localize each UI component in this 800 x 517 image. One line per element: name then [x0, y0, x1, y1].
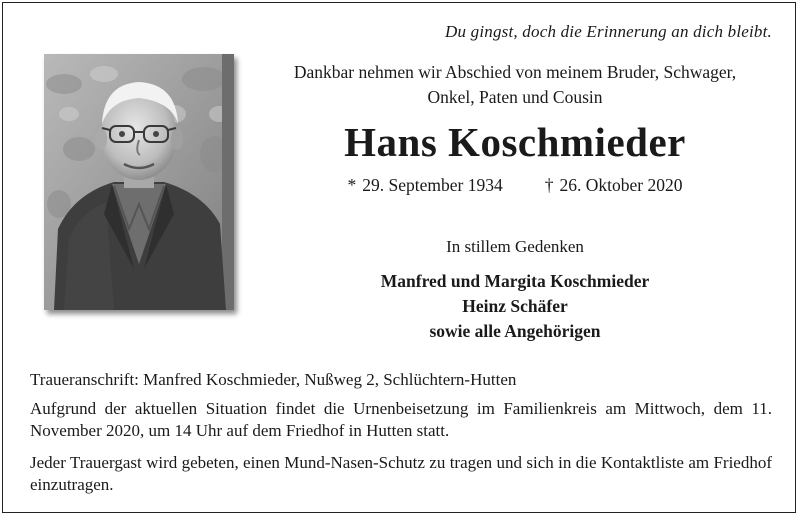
- life-dates: [250, 175, 780, 196]
- motto: Du gingst, doch die Erinnerung an dich bleibt.: [445, 22, 772, 41]
- farewell-intro: [250, 60, 780, 110]
- birth-star-icon: *: [347, 175, 357, 195]
- death-date: [545, 175, 683, 196]
- birth-date-text: 29. September 1934: [362, 175, 503, 195]
- memory-line: In stillem Gedenken: [446, 237, 584, 256]
- mourner-line: Manfred und Margita Koschmieder: [380, 271, 650, 291]
- intro-line: Onkel, Paten und Cousin: [427, 87, 603, 107]
- mourners-list: [250, 269, 780, 344]
- portrait-photo: [44, 54, 234, 310]
- notice-details: [30, 369, 772, 506]
- deceased-name: Hans Koschmieder: [344, 119, 686, 165]
- mourner-line: Heinz Schäfer: [462, 296, 568, 316]
- birth-date: [348, 175, 503, 196]
- mask-notice: Jeder Trauergast wird gebeten, einen Mund-Nasen-Schutz zu tragen und sich in die Kontaktliste am Friedhof einzutragen.: [30, 453, 772, 494]
- mourner-line: sowie alle Angehörigen: [429, 321, 601, 341]
- ceremony-notice: Aufgrund der aktuellen Situation findet die Urnenbeisetzung im Familienkreis am Mittwoch, dem 11. November 2020, um 14 Uhr auf dem Friedhof in Hutten statt.: [30, 399, 772, 440]
- death-date-text: 26. Oktober 2020: [559, 175, 683, 195]
- intro-line: Dankbar nehmen wir Abschied von meinem Bruder, Schwager,: [293, 62, 737, 82]
- death-cross-icon: †: [544, 175, 554, 195]
- mourning-address: Traueranschrift: Manfred Koschmieder, Nußweg 2, Schlüchtern-Hutten: [30, 370, 517, 389]
